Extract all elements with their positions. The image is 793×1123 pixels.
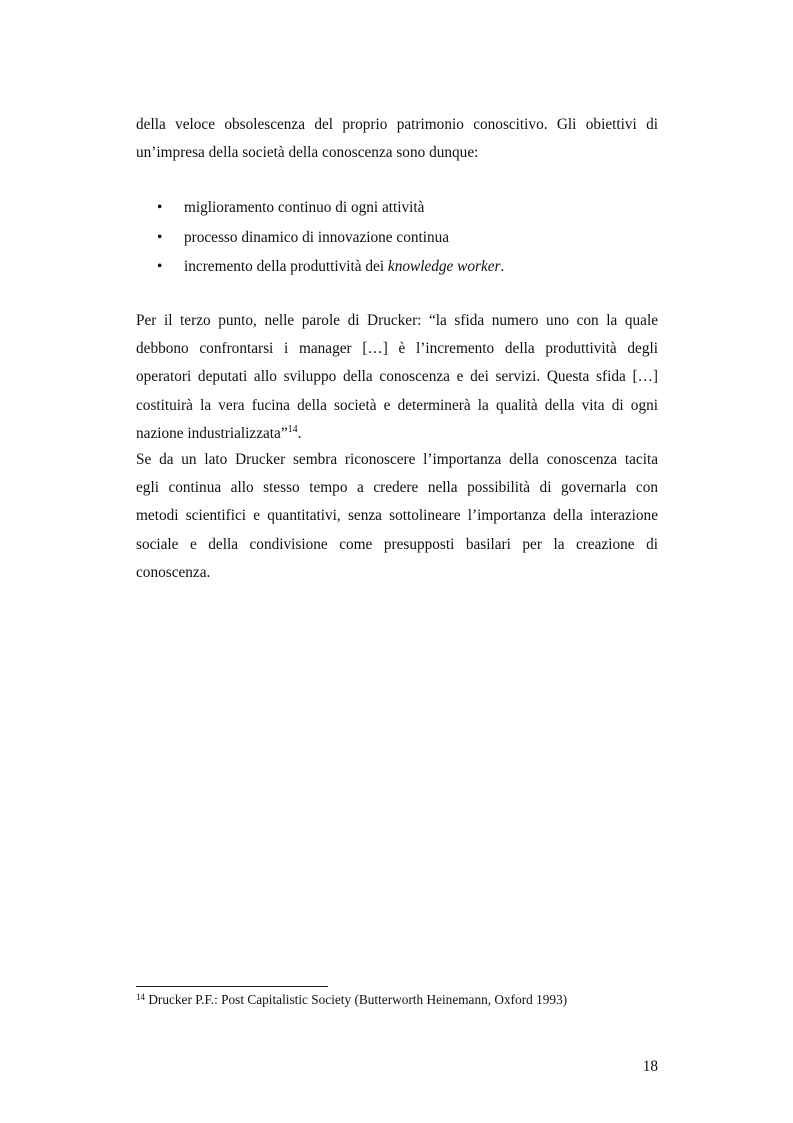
- page-number: 18: [642, 1058, 658, 1075]
- paragraph-tacit-knowledge: [136, 446, 658, 587]
- footnote-number: 14: [136, 992, 145, 1002]
- paragraph-line: operatori deputati allo sviluppo della conoscenza e dei servizi. Questa sfida […]: [136, 368, 658, 386]
- bullet-icon: •: [157, 258, 163, 275]
- list-item: [136, 252, 658, 282]
- paragraph-line: un’impresa della società della conoscenza sono dunque:: [136, 144, 479, 162]
- paragraph-line: costituirà la vera fucina della società e determinerà la qualità della vita di ogni: [136, 396, 658, 414]
- paragraph-line-text: nazione industrializzata”: [136, 424, 288, 442]
- bullet-icon: •: [157, 228, 163, 246]
- list-item-text: [184, 258, 504, 275]
- paragraph-line: egli continua allo stesso tempo a credere nella possibilità di governarla con: [136, 479, 658, 497]
- list-item-text-italic: knowledge worker: [387, 258, 501, 275]
- paragraph-line: conoscenza.: [136, 563, 211, 581]
- footnote-reference: 14: [287, 423, 298, 435]
- paragraph-line: Se da un lato Drucker sembra riconoscere l’importanza della conoscenza tacita: [136, 451, 658, 468]
- paragraph-line: Per il terzo punto, nelle parole di Drucker: “la sfida numero uno con la quale: [136, 312, 658, 329]
- paragraph-line: della veloce obsolescenza del proprio patrimonio conoscitivo. Gli obiettivi di: [136, 116, 658, 133]
- list-item-text: miglioramento continuo di ogni attività: [184, 199, 425, 216]
- paragraph-line: [136, 420, 658, 448]
- paragraph-line-end: .: [297, 424, 302, 442]
- footnote-text: Drucker P.F.: Post Capitalistic Society (Butterworth Heinemann, Oxford 1993): [145, 992, 568, 1007]
- bullet-icon: •: [157, 199, 163, 216]
- list-item: [136, 223, 658, 253]
- objectives-list: [136, 193, 658, 282]
- list-item: [136, 193, 658, 223]
- list-item-text: processo dinamico di innovazione continua: [184, 228, 450, 246]
- footnote-divider: [136, 986, 328, 987]
- paragraph-line: metodi scientifici e quantitativi, senza sottolineare l’importanza della interazione: [136, 507, 658, 525]
- paragraph-intro: [136, 111, 658, 167]
- paragraph-drucker-quote: [136, 307, 658, 448]
- paragraph-line: sociale e della condivisione come presupposti basilari per la creazione di: [136, 535, 658, 553]
- list-item-text-suffix: .: [500, 258, 505, 275]
- footnote: [136, 992, 567, 1008]
- paragraph-line: debbono confrontarsi i manager […] è l’incremento della produttività degli: [136, 340, 658, 358]
- list-item-text-prefix: incremento della produttività dei: [184, 258, 388, 275]
